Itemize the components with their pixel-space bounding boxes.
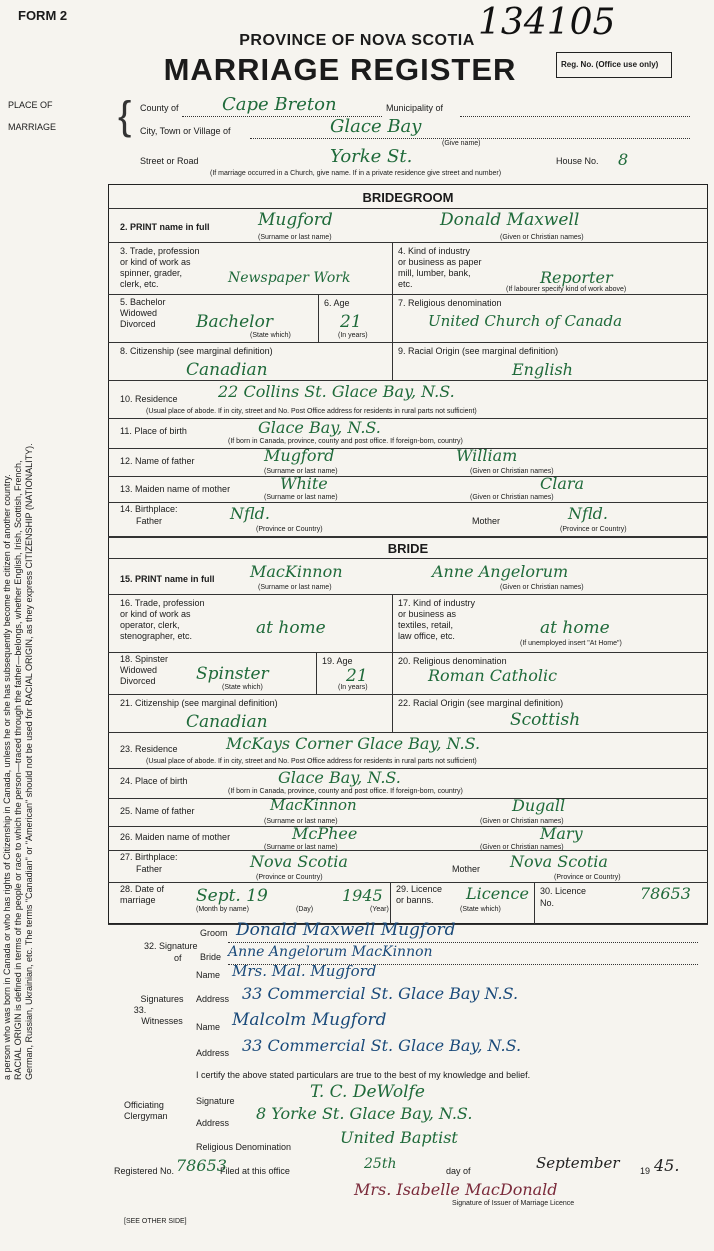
- licence-no-label2: No.: [540, 898, 555, 908]
- bride-religion-label: 20. Religious denomination: [398, 656, 507, 666]
- groom-father-given: William: [456, 446, 518, 465]
- street-value: Yorke St.: [330, 146, 413, 167]
- marriage-label: MARRIAGE: [8, 122, 57, 132]
- groom-signature: Donald Maxwell Mugford: [236, 920, 456, 940]
- certify-text: I certify the above stated particulars are true to the best of my knowledge and belief.: [196, 1070, 531, 1080]
- clergy-address: 8 Yorke St. Glace Bay, N.S.: [256, 1104, 473, 1123]
- groom-age-sub: (In years): [338, 332, 368, 339]
- bride-residence-label: 23. Residence: [120, 744, 178, 754]
- groom-father-surname-sub: (Surname or last name): [264, 468, 338, 475]
- year-prefix: 19: [640, 1166, 651, 1176]
- groom-bp-father: Nfld.: [230, 504, 270, 523]
- give-name-sub: (Give name): [442, 140, 481, 147]
- groom-mother-surname-sub: (Surname or last name): [264, 494, 338, 501]
- bride-print-label: 15. PRINT name in full: [120, 574, 215, 584]
- groom-religion-label: 7. Religious denomination: [398, 298, 502, 308]
- groom-given: Donald Maxwell: [440, 210, 580, 230]
- groom-surname: Mugford: [258, 210, 333, 230]
- bride-industry-label: 17. Kind of industry or business as textiles, retail, law office, etc.: [398, 598, 476, 641]
- bride-racial-label: 22. Racial Origin (see marginal definition): [398, 698, 564, 708]
- place-note: (If marriage occurred in a Church, give name. If in a private residence give street and number): [210, 170, 502, 177]
- bride-mother-surname: McPhee: [292, 824, 358, 843]
- bride-father-surname-sub: (Surname or last name): [264, 818, 338, 825]
- groom-trade: Newspaper Work: [228, 270, 351, 286]
- filed-year: 45.: [654, 1156, 680, 1175]
- page-title: MARRIAGE REGISTER: [163, 52, 517, 87]
- issuer-signature: Mrs. Isabelle MacDonald: [354, 1180, 558, 1199]
- bride-father-label: 25. Name of father: [120, 806, 195, 816]
- groom-residence: 22 Collins St. Glace Bay, N.S.: [218, 382, 455, 401]
- groom-status-label: 5. Bachelor Widowed Divorced: [120, 297, 166, 329]
- clergy-signature: T. C. DeWolfe: [310, 1082, 425, 1102]
- groom-industry: Reporter: [540, 268, 613, 287]
- w2-name-label: Name: [196, 1022, 221, 1032]
- bride-birth: Glace Bay, N.S.: [278, 768, 401, 787]
- bride-father-surname: MacKinnon: [270, 796, 357, 814]
- bride-status: Spinster: [196, 664, 269, 684]
- filed-day: 25th: [364, 1156, 397, 1172]
- province-heading: PROVINCE OF NOVA SCOTIA: [239, 32, 475, 49]
- clergy-denom: United Baptist: [340, 1128, 458, 1147]
- licence-no-label: 30. Licence: [540, 886, 587, 896]
- denom-label: Religious Denomination: [196, 1142, 292, 1152]
- city-value: Glace Bay: [330, 116, 422, 137]
- bride-residence: McKays Corner Glace Bay, N.S.: [226, 734, 481, 753]
- bridegroom-heading: BRIDEGROOM: [362, 190, 454, 205]
- bride-status-sub: (State which): [222, 684, 263, 691]
- bride-father-given: Dugall: [512, 796, 566, 815]
- licence-label: 29. Licence or banns.: [396, 884, 443, 905]
- form-number: FORM 2: [18, 8, 68, 23]
- clergy-label: Officiating Clergyman: [124, 1100, 168, 1121]
- bride-sig-label: Bride: [200, 952, 222, 962]
- bride-mother-surname-sub: (Surname or last name): [264, 844, 338, 851]
- bride-bp-mother: Nova Scotia: [510, 852, 608, 871]
- bride-birthplace-label: 27. Birthplace:: [120, 852, 178, 862]
- groom-status: Bachelor: [196, 312, 273, 332]
- groom-birth-label: 11. Place of birth: [120, 426, 187, 436]
- day-of-label: day of: [446, 1166, 471, 1176]
- groom-residence-sub: (Usual place of abode. If in city, street and No. Post Office address for residents in rural parts not sufficient): [146, 408, 477, 415]
- bride-age-sub: (In years): [338, 684, 368, 691]
- bride-bp-mother-sub: (Province or Country): [554, 874, 621, 881]
- groom-bp-father-label: Father: [136, 516, 163, 526]
- groom-age: 21: [340, 312, 362, 332]
- reg-no-value: 78653: [176, 1156, 227, 1175]
- groom-industry-sub: (If labourer specify kind of work above): [506, 286, 627, 293]
- bride-bp-father-sub: (Province or Country): [256, 874, 323, 881]
- bride-mother-given: Mary: [540, 824, 583, 843]
- licence-number: 78653: [640, 884, 691, 903]
- bride-heading: BRIDE: [387, 541, 429, 556]
- house-label: House No.: [556, 156, 599, 166]
- bride-birth-sub: (If born in Canada, province, county and post office. If foreign-born, country): [228, 788, 463, 795]
- groom-given-sub: (Given or Christian names): [500, 234, 584, 241]
- groom-father-surname: Mugford: [264, 446, 335, 465]
- groom-racial-label: 9. Racial Origin (see marginal definition): [398, 346, 559, 356]
- bride-residence-sub: (Usual place of abode. If in city, street and No. Post Office address for residents in rural parts not sufficient): [146, 758, 477, 765]
- bride-signature: Anne Angelorum MacKinnon: [228, 944, 433, 960]
- groom-birth-sub: (If born in Canada, province, county and post office. If foreign-born, country): [228, 438, 463, 445]
- month-sub: (Month by name): [196, 906, 249, 913]
- w1-name-label: Name: [196, 970, 221, 980]
- w1-address-label: Address: [196, 994, 230, 1004]
- bride-bp-father: Nova Scotia: [250, 852, 348, 871]
- issuer-sub: Signature of Issuer of Marriage Licence: [452, 1200, 575, 1207]
- see-other-side: [SEE OTHER SIDE]: [124, 1218, 187, 1225]
- w2-address-label: Address: [196, 1048, 230, 1058]
- groom-status-sub: (State which): [250, 332, 291, 339]
- bride-age-label: 19. Age: [322, 656, 353, 666]
- state-sub: (State which): [460, 906, 501, 913]
- groom-residence-label: 10. Residence: [120, 394, 178, 404]
- groom-mother-surname: White: [280, 474, 328, 493]
- groom-bp-mother: Nfld.: [568, 504, 608, 523]
- groom-print-label: 2. PRINT name in full: [120, 222, 210, 232]
- marriage-month-day: Sept. 19: [196, 886, 268, 906]
- groom-mother-label: 13. Maiden name of mother: [120, 484, 231, 494]
- bride-surname: MacKinnon: [250, 562, 343, 581]
- groom-father-given-sub: (Given or Christian names): [470, 468, 554, 475]
- groom-trade-label: 3. Trade, profession or kind of work as spinner, grader, clerk, etc.: [120, 246, 200, 289]
- groom-bp-mother-sub: (Province or Country): [560, 526, 627, 533]
- witness1-name: Mrs. Mal. Mugford: [232, 962, 377, 980]
- witnesses-label: Signatures 33. Witnesses: [133, 994, 184, 1026]
- bride-age: 21: [346, 666, 368, 686]
- bride-mother-given-sub: (Given or Christian names): [480, 844, 564, 851]
- filed-label: Filed at this office: [220, 1166, 290, 1176]
- witness1-address: 33 Commercial St. Glace Bay N.S.: [242, 984, 519, 1003]
- bride-industry: at home: [540, 618, 610, 638]
- bride-religion: Roman Catholic: [428, 666, 558, 685]
- bride-bp-mother-label: Mother: [452, 864, 481, 874]
- brace: {: [118, 94, 132, 138]
- groom-citizenship-label: 8. Citizenship (see marginal definition): [120, 346, 273, 356]
- register-number: 134105: [478, 2, 616, 43]
- year-sub: (Year): [370, 906, 389, 913]
- licence-value: Licence: [466, 884, 529, 903]
- municipality-label: Municipality of: [386, 103, 444, 113]
- city-label: City, Town or Village of: [140, 126, 231, 136]
- groom-birthplace-label: 14. Birthplace:: [120, 504, 178, 514]
- groom-religion: United Church of Canada: [428, 312, 623, 330]
- bride-trade-label: 16. Trade, profession or kind of work as operator, clerk, stenographer, etc.: [120, 598, 205, 641]
- margin-instructions: a person who was born in Canada or who has rights of Citizenship in Canada, unless he or she has subsequently become the citizen of another country. RACIAL ORIGIN is defined in terms of the people or race to which the person—traced through the father—belongs, whether English, Irish, Scottish, French, German, Russian, Ukrainian, etc. The terms "Canadian" or "American" should not be used for RACIAL ORIGIN, as they express CITIZENSHIP (NATIONALITY).: [1, 443, 35, 1080]
- bride-mother-label: 26. Maiden name of mother: [120, 832, 231, 842]
- bride-racial: Scottish: [510, 710, 581, 730]
- groom-mother-given-sub: (Given or Christian names): [470, 494, 554, 501]
- groom-industry-label: 4. Kind of industry or business as paper mill, lumber, bank, etc.: [398, 246, 482, 289]
- groom-bp-mother-label: Mother: [472, 516, 501, 526]
- signature-of-label: 32. Signature of: [144, 941, 198, 963]
- groom-mother-given: Clara: [540, 474, 585, 493]
- bride-given-sub: (Given or Christian names): [500, 584, 584, 591]
- bride-father-given-sub: (Given or Christian names): [480, 818, 564, 825]
- day-sub: (Day): [296, 906, 314, 913]
- groom-citizenship: Canadian: [186, 360, 268, 380]
- bride-citizenship-label: 21. Citizenship (see marginal definition): [120, 698, 278, 708]
- county-value: Cape Breton: [222, 94, 337, 115]
- bride-surname-sub: (Surname or last name): [258, 584, 332, 591]
- groom-bp-father-sub: (Province or Country): [256, 526, 323, 533]
- house-value: 8: [618, 150, 629, 169]
- reg-no-label: Registered No.: [114, 1166, 175, 1176]
- marriage-date-label: 28. Date of marriage: [120, 884, 165, 905]
- bride-industry-sub: (If unemployed insert "At Home"): [520, 640, 622, 647]
- bride-birth-label: 24. Place of birth: [120, 776, 188, 786]
- witness2-name: Malcolm Mugford: [232, 1010, 387, 1030]
- groom-father-label: 12. Name of father: [120, 456, 195, 466]
- groom-sig-label: Groom: [200, 928, 228, 938]
- witness2-address: 33 Commercial St. Glace Bay, N.S.: [242, 1036, 522, 1055]
- street-label: Street or Road: [140, 156, 199, 166]
- marriage-year: 1945: [342, 886, 383, 905]
- reg-no-box: Reg. No. (Office use only): [556, 52, 672, 78]
- bride-citizenship: Canadian: [186, 712, 268, 732]
- groom-racial: English: [512, 360, 573, 379]
- bride-given: Anne Angelorum: [432, 562, 569, 581]
- groom-surname-sub: (Surname or last name): [258, 234, 332, 241]
- groom-birth: Glace Bay, N.S.: [258, 418, 381, 437]
- bride-bp-father-label: Father: [136, 864, 163, 874]
- clergy-address-label: Address: [196, 1118, 230, 1128]
- groom-age-label: 6. Age: [324, 298, 350, 308]
- bride-trade: at home: [256, 618, 326, 638]
- county-label: County of: [140, 103, 179, 113]
- clergy-sig-label: Signature: [196, 1096, 235, 1106]
- place-label: PLACE OF: [8, 100, 53, 110]
- bride-status-label: 18. Spinster Widowed Divorced: [120, 654, 169, 686]
- filed-month: September: [536, 1154, 620, 1172]
